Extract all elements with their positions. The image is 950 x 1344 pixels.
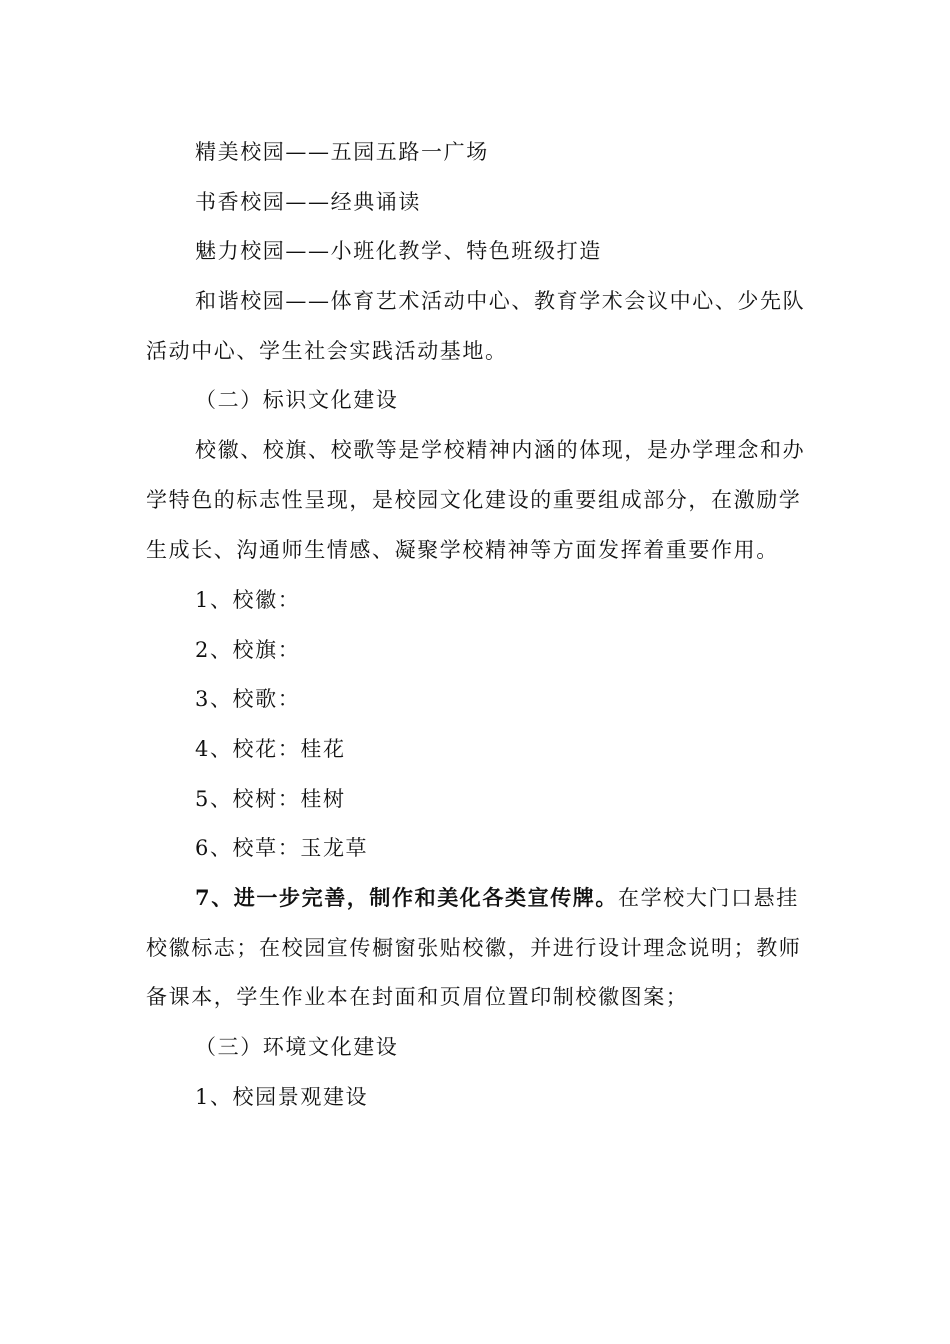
list-item: 1、校徽： — [195, 588, 301, 612]
text-run: 在学校大门口悬挂 — [618, 886, 799, 910]
list-item: 3、校歌： — [195, 687, 301, 711]
list-item: 4、校花：桂花 — [195, 737, 346, 761]
text-line: 校徽、校旗、校歌等是学校精神内涵的体现，是办学理念和办 — [195, 438, 806, 462]
section-heading: （三）环境文化建设 — [195, 1035, 399, 1059]
text-line: 备课本，学生作业本在封面和页眉位置印制校徽图案； — [146, 985, 689, 1009]
list-item: 6、校草：玉龙草 — [195, 836, 369, 860]
text-line: 和谐校园——体育艺术活动中心、教育学术会议中心、少先队 — [195, 289, 806, 313]
list-item: 1、校园景观建设 — [195, 1085, 369, 1109]
text-line: 书香校园——经典诵读 — [195, 190, 421, 214]
list-item — [195, 884, 806, 912]
list-item: 2、校旗： — [195, 638, 301, 662]
text-line: 生成长、沟通师生情感、凝聚学校精神等方面发挥着重要作用。 — [146, 538, 779, 562]
section-heading: （二）标识文化建设 — [195, 388, 399, 412]
text-line: 校徽标志；在校园宣传橱窗张贴校徽，并进行设计理念说明；教师 — [146, 936, 802, 960]
list-item: 5、校树：桂树 — [195, 787, 346, 811]
text-line: 魅力校园——小班化教学、特色班级打造 — [195, 239, 602, 263]
text-line: 活动中心、学生社会实践活动基地。 — [146, 339, 508, 363]
bold-lead-text: 7、进一步完善，制作和美化各类宣传牌。 — [195, 885, 619, 910]
text-line: 精美校园——五园五路一广场 — [195, 140, 489, 164]
text-line: 学特色的标志性呈现，是校园文化建设的重要组成部分，在激励学 — [146, 488, 802, 512]
